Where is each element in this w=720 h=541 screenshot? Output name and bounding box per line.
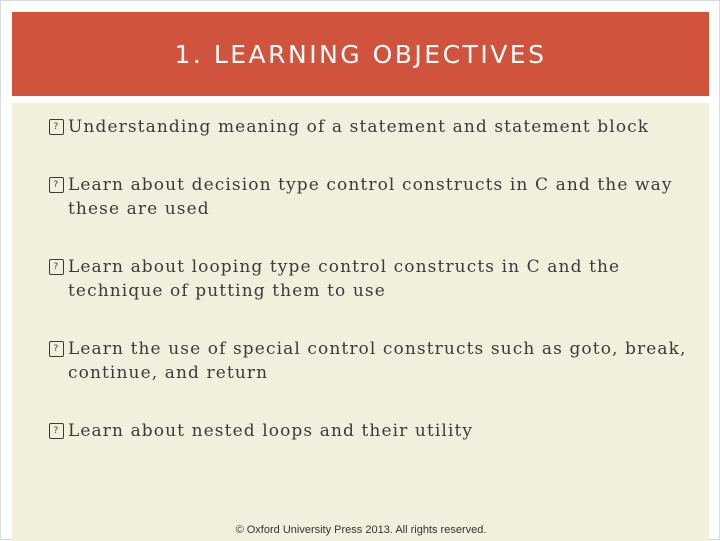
objective-item	[48, 255, 703, 303]
objective-text: Learn about looping type control constructs in C and the technique of putting them to use	[68, 257, 621, 301]
objective-item	[48, 337, 703, 385]
title-band	[12, 12, 709, 96]
slide-title: 1. LEARNING OBJECTIVES	[174, 39, 547, 69]
missing-glyph-bullet-icon: ?	[49, 119, 64, 135]
missing-glyph-bullet-icon: ?	[49, 177, 64, 193]
objective-item	[48, 115, 703, 139]
objective-text: Learn about nested loops and their utility	[68, 421, 474, 441]
copyright-footer: © Oxford University Press 2013. All rights reserved.	[235, 524, 487, 536]
missing-glyph-bullet-icon: ?	[49, 423, 64, 439]
missing-glyph-bullet-icon: ?	[49, 259, 64, 275]
objective-text: Understanding meaning of a statement and statement block	[68, 117, 650, 137]
objective-text: Learn the use of special control constructs such as goto, break, continue, and return	[68, 339, 687, 383]
objective-item	[48, 173, 703, 221]
objective-text: Learn about decision type control constructs in C and the way these are used	[68, 175, 673, 219]
missing-glyph-bullet-icon: ?	[49, 341, 64, 357]
objective-item	[48, 419, 703, 443]
objectives-list	[48, 115, 703, 477]
